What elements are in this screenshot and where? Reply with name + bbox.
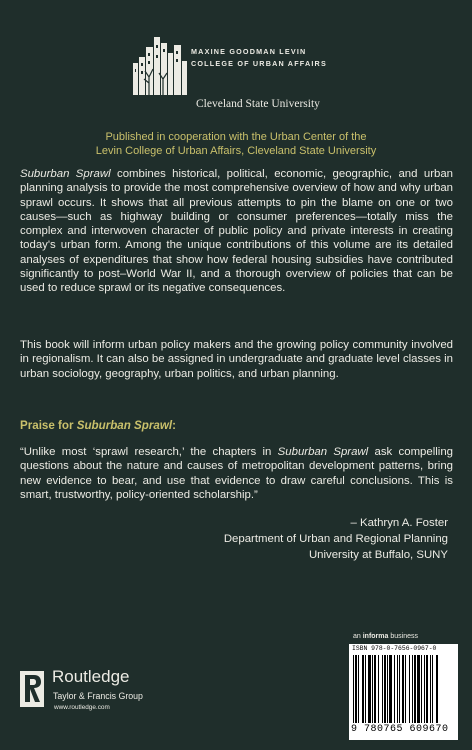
praise-prefix: Praise for <box>20 419 77 432</box>
publication-note <box>20 130 452 158</box>
publisher-url[interactable]: www.routledge.com <box>54 704 110 711</box>
college-name-line-2: COLLEGE OF URBAN AFFAIRS <box>191 59 327 68</box>
description-text-1: combines historical, political, economic, geographic, and urban planning analysis to provide the most comprehensive overview of how and why urban sprawl occurs. It shows that all previous attempts to pin the blame on one or two causes—such as highway building or consumer preferences—totally miss the complex and interwoven character of public policy and private interests in creating today's urban form. Among the unique contributions of this volume are its detailed analyses of expenditures that show how federal housing subsidies have contributed significantly to post–World War II, and a thorough overview of policies that can be used to reduce sprawl or its negative consequences. <box>20 168 453 295</box>
isbn-number: ISBN 978-0-7656-0967-0 <box>352 645 437 652</box>
informa-prefix: an <box>353 633 363 640</box>
routledge-r-icon <box>20 671 44 707</box>
quote-part-1: “Unlike most ‘sprawl research,’ the chapters in <box>20 446 278 458</box>
informa-business-note <box>353 633 418 640</box>
quote-book-title: Suburban Sprawl <box>277 446 369 458</box>
praise-heading <box>20 419 176 432</box>
barcode-bars <box>353 655 454 723</box>
review-quote <box>20 445 453 502</box>
college-name-line-1: MAXINE GOODMAN LEVIN <box>191 47 307 56</box>
reviewer-university: University at Buffalo, SUNY <box>308 549 448 561</box>
praise-suffix: : <box>172 419 176 432</box>
city-skyline-icon <box>133 33 189 95</box>
ean-digits: 9 780765 609670 <box>351 724 449 735</box>
informa-suffix: business <box>388 633 418 640</box>
reviewer-name: – Kathryn A. Foster <box>350 517 448 529</box>
book-title-italic: Suburban Sprawl <box>20 168 111 180</box>
informa-brand: informa <box>362 633 389 640</box>
publication-note-line-2: Levin College of Urban Affairs, Cleveland State University <box>95 145 377 157</box>
description-text-2: This book will inform urban policy makers and the growing policy community involved in regionalism. It can also be assigned in undergraduate and graduate level classes in urban sociology, geography, urban politics, and urban planning. <box>20 339 453 380</box>
isbn-barcode <box>349 644 458 740</box>
university-name: Cleveland State University <box>196 98 320 110</box>
publisher-name: Routledge <box>52 667 130 686</box>
description-paragraph-1 <box>20 167 453 296</box>
quote-part-2: ask compelling questions about the nature and causes of metropolitan development patterns, bring new evidence to bear, and use that evidence to draw careful conclusions. This is smart, trustworthy, policy-oriented scholarship.” <box>20 446 453 501</box>
publication-note-line-1: Published in cooperation with the Urban Center of the <box>105 131 367 143</box>
praise-book-title: Suburban Sprawl <box>76 419 173 432</box>
publisher-group: Taylor & Francis Group <box>53 691 143 701</box>
description-paragraph-2 <box>20 338 453 381</box>
reviewer-department: Department of Urban and Regional Planning <box>223 533 448 545</box>
college-logo <box>133 33 353 97</box>
